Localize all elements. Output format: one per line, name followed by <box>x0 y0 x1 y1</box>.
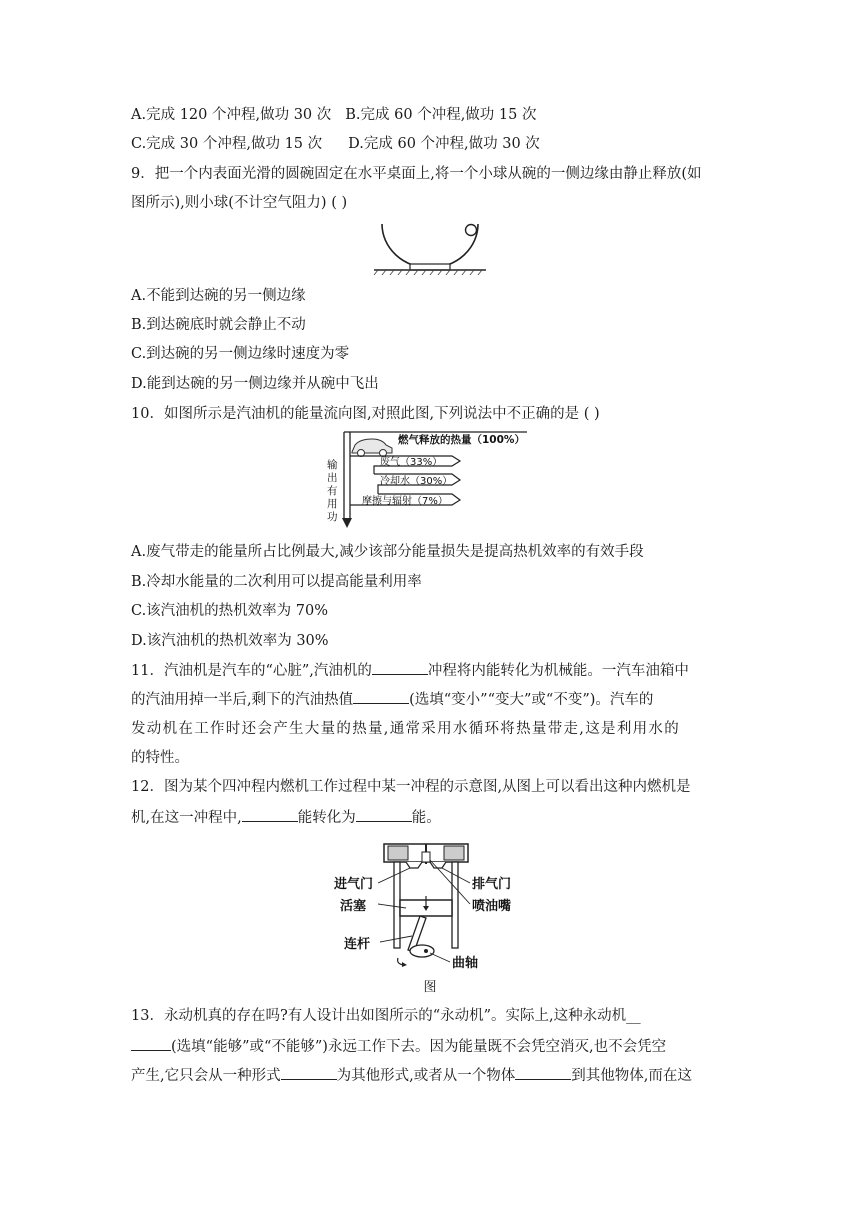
useful-work-char-1: 输 <box>327 459 338 471</box>
q12-text-a: 机,在这一冲程中, <box>131 810 242 826</box>
answer-blank[interactable] <box>515 1065 571 1080</box>
piston-label: 活塞 <box>340 899 367 914</box>
q13-text-a: (选填“能够”或“不能够”)永远工作下去。因为能量既不会凭空消灭,也不会凭空 <box>171 1039 667 1055</box>
question-10-stem: 10．如图所示是汽油机的能量流向图,对照此图,下列说法中不正确的是 ( ) <box>131 406 600 422</box>
option-10a: A.废气带走的能量所占比例最大,减少该部分能量损失是提高热机效率的有效手段 <box>131 544 644 560</box>
friction-label: 摩擦与辐射（7%） <box>362 496 448 507</box>
connecting-rod-label: 连杆 <box>344 937 371 952</box>
useful-work-char-5: 功 <box>327 511 338 523</box>
useful-work-char-4: 用 <box>327 498 338 510</box>
exhaust-label: 废气（33%） <box>380 457 443 468</box>
bowl-figure <box>372 222 488 278</box>
answer-blank[interactable] <box>372 660 428 675</box>
injector-label: 喷油嘴 <box>472 899 512 914</box>
option-9a: A.不能到达碗的另一侧边缘 <box>131 288 306 304</box>
question-11-line4: 的特性。 <box>131 750 189 766</box>
figure-caption: 图 <box>423 980 437 995</box>
question-11-line3: 发动机在工作时还会产生大量的热量,通常采用水循环将热量带走,这是利用水的 <box>131 721 681 737</box>
answer-blank[interactable] <box>281 1065 337 1080</box>
question-11-line2 <box>131 689 653 710</box>
q12-text-b: 能转化为 <box>297 810 356 826</box>
q13-text-d: 到其他物体,而在这 <box>571 1068 692 1084</box>
intake-valve-label: 进气门 <box>334 877 374 892</box>
q13-text-c: 为其他形式,或者从一个物体 <box>336 1068 516 1084</box>
coolant-label: 冷却水（30%） <box>380 476 453 487</box>
ball-icon <box>466 225 477 236</box>
question-13-line1: 13．永动机真的存在吗?有人设计出如图所示的“永动机”。实际上,这种永动机__ <box>131 1008 641 1024</box>
total-heat-label: 燃气释放的热量（100%） <box>398 434 525 446</box>
exhaust-valve-label: 排气门 <box>472 877 512 892</box>
option-9b: B.到达碗底时就会静止不动 <box>131 317 306 333</box>
option-9c: C.到达碗的另一侧边缘时速度为零 <box>131 346 350 362</box>
question-11-line1 <box>131 660 689 681</box>
question-8-options-row1 <box>131 105 536 125</box>
useful-work-arrow <box>342 518 352 528</box>
useful-work-char-2: 出 <box>327 472 338 484</box>
option-10c: C.该汽油机的热机效率为 70% <box>131 603 329 619</box>
bowl-base <box>410 264 450 270</box>
q12-text-c: 能。 <box>411 810 441 826</box>
question-9-stem-line1: 9．把一个内表面光滑的圆碗固定在水平桌面上,将一个小球从碗的一侧边缘由静止释放(如 <box>131 166 702 182</box>
crankshaft-label: 曲轴 <box>452 956 479 971</box>
option-8d: D.完成 60 个冲程,做功 30 次 <box>348 136 540 152</box>
car-icon <box>352 439 392 457</box>
option-9d: D.能到达碗的另一侧边缘并从碗中飞出 <box>131 376 379 392</box>
useful-work-char-3: 有 <box>327 485 338 497</box>
answer-blank[interactable] <box>131 1036 171 1051</box>
question-13-line3 <box>131 1065 692 1086</box>
q13-text-b: 产生,它只会从一种形式 <box>131 1068 281 1084</box>
option-10d: D.该汽油机的热机效率为 30% <box>131 633 329 649</box>
option-10b: B.冷却水能量的二次利用可以提高能量利用率 <box>131 574 422 590</box>
answer-blank[interactable] <box>242 807 298 822</box>
q11-text-c: 的汽油用掉一半后,剩下的汽油热值 <box>131 692 354 708</box>
question-9-stem-line2: 图所示),则小球(不计空气阻力) ( ) <box>131 195 348 211</box>
answer-blank[interactable] <box>356 807 412 822</box>
option-8a: A.完成 120 个冲程,做功 30 次 <box>131 107 332 123</box>
question-12-line2 <box>131 807 441 828</box>
q11-text-b: 冲程将内能转化为机械能。一汽车油箱中 <box>427 663 689 679</box>
question-13-line2 <box>131 1036 666 1057</box>
engine-figure <box>334 838 524 973</box>
question-12-line1: 12．图为某个四冲程内燃机工作过程中某一冲程的示意图,从图上可以看出这种内燃机是 <box>131 779 691 795</box>
energy-flow-figure <box>322 428 532 534</box>
q11-text-d: (选填“变小”“变大”或“不变”)。汽车的 <box>409 692 654 708</box>
bowl-outline <box>382 224 478 268</box>
question-8-options-row2 <box>131 134 540 154</box>
option-8c: C.完成 30 个冲程,做功 15 次 <box>131 136 323 152</box>
answer-blank[interactable] <box>353 689 409 704</box>
option-8b: B.完成 60 个冲程,做功 15 次 <box>345 107 537 123</box>
q11-text-a: 11．汽油机是汽车的“心脏”,汽油机的 <box>131 663 372 679</box>
